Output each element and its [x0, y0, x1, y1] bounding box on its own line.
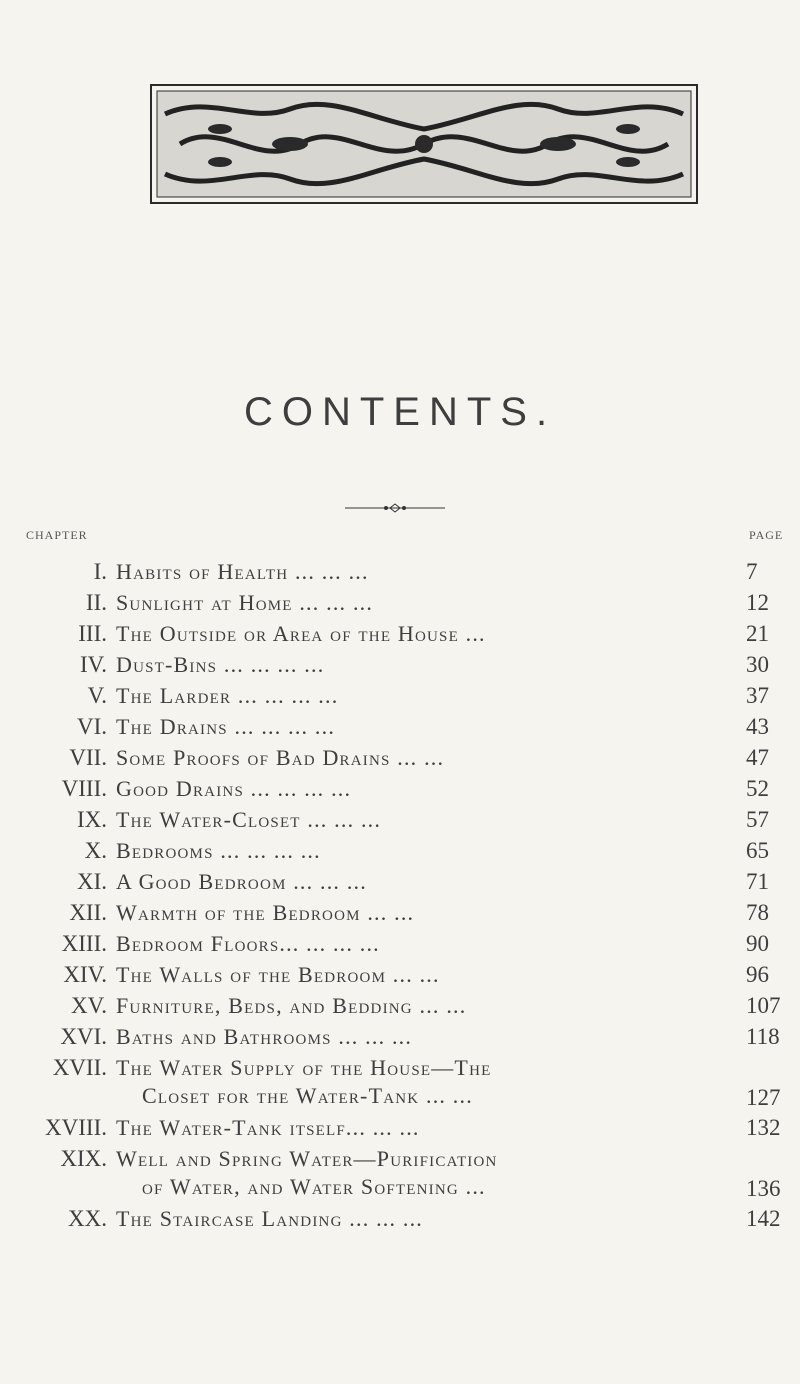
chapter-column-header: CHAPTER [26, 528, 88, 542]
chapter-title: Bedroom Floors... ... ... ... [116, 931, 380, 956]
toc-row [0, 961, 800, 992]
toc-row [0, 558, 800, 589]
chapter-number: X. [84, 838, 107, 863]
chapter-title-line-1: Well and Spring Water—Purification [116, 1146, 498, 1171]
chapter-number: XVI. [60, 1024, 107, 1049]
chapter-title: The Staircase Landing ... ... ... [116, 1206, 424, 1231]
toc-row [0, 713, 800, 744]
toc-row [0, 992, 800, 1023]
page-number: 12 [746, 590, 769, 615]
chapter-title: The Water-Closet ... ... ... [116, 807, 382, 832]
toc-row [0, 775, 800, 806]
chapter-number: XI. [76, 869, 107, 894]
chapter-number: XV. [70, 993, 107, 1018]
page-number: 96 [746, 962, 769, 987]
chapter-number: VII. [69, 745, 107, 770]
chapter-title: Good Drains ... ... ... ... [116, 776, 352, 801]
toc-row [0, 589, 800, 620]
chapter-number: VIII. [61, 776, 107, 801]
toc-row [0, 651, 800, 682]
chapter-number: I. [93, 559, 107, 584]
page-number: 142 [746, 1206, 781, 1231]
chapter-title [116, 1054, 491, 1110]
page-number: 65 [746, 838, 769, 863]
chapter-title: The Outside or Area of the House ... [116, 621, 486, 646]
chapter-title: The Water-Tank itself... ... ... [116, 1115, 420, 1140]
page-number: 37 [746, 683, 769, 708]
toc-row [0, 744, 800, 775]
chapter-number: IX. [76, 807, 107, 832]
chapter-title: A Good Bedroom ... ... ... [116, 869, 367, 894]
page-number: 90 [746, 931, 769, 956]
page-number: 127 [746, 1085, 781, 1110]
chapter-number: XIII. [61, 931, 107, 956]
chapter-number: XVII. [52, 1055, 107, 1080]
toc-row [0, 620, 800, 651]
page-number: 52 [746, 776, 769, 801]
chapter-number: XII. [69, 900, 107, 925]
chapter-title [116, 1145, 498, 1201]
chapter-number: IV. [79, 652, 107, 677]
chapter-number: XIV. [63, 962, 107, 987]
chapter-title: Warmth of the Bedroom ... ... [116, 900, 415, 925]
chapter-title: The Larder ... ... ... ... [116, 683, 339, 708]
toc-row [0, 806, 800, 837]
toc-row [0, 868, 800, 899]
page-number: 107 [746, 993, 781, 1018]
toc-row [0, 682, 800, 713]
chapter-number: V. [87, 683, 107, 708]
chapter-number: XVIII. [45, 1115, 107, 1140]
page-number: 7 [746, 559, 758, 584]
page-number: 118 [746, 1024, 780, 1049]
chapter-title: Furniture, Beds, and Bedding ... ... [116, 993, 467, 1018]
chapter-title: Bedrooms ... ... ... ... [116, 838, 321, 863]
page-column-header: PAGE [749, 528, 784, 542]
chapter-title: Sunlight at Home ... ... ... [116, 590, 374, 615]
page-number: 71 [746, 869, 769, 894]
chapter-number: XX. [68, 1206, 107, 1231]
toc-row [0, 837, 800, 868]
chapter-title: The Walls of the Bedroom ... ... [116, 962, 440, 987]
toc-row [0, 899, 800, 930]
chapter-title: Dust-Bins ... ... ... ... [116, 652, 325, 677]
chapter-title-line-2: of Water, and Water Softening ... [142, 1174, 486, 1199]
chapter-title: Some Proofs of Bad Drains ... ... [116, 745, 445, 770]
chapter-number: XIX. [60, 1146, 107, 1171]
chapter-title-line-2: Closet for the Water-Tank ... ... [142, 1083, 473, 1108]
page-number: 43 [746, 714, 769, 739]
toc-row [0, 1023, 800, 1054]
decorative-header-ornament [150, 84, 698, 204]
page-number: 21 [746, 621, 769, 646]
toc-row [0, 1054, 800, 1114]
page-number: 30 [746, 652, 769, 677]
table-of-contents [0, 558, 800, 1236]
toc-row [0, 1145, 800, 1205]
toc-row [0, 1205, 800, 1236]
page-number: 47 [746, 745, 769, 770]
page-number: 132 [746, 1115, 781, 1140]
page-number: 136 [746, 1176, 781, 1201]
chapter-title: Baths and Bathrooms ... ... ... [116, 1024, 413, 1049]
toc-row [0, 1114, 800, 1145]
toc-row [0, 930, 800, 961]
chapter-title-line-1: The Water Supply of the House—The [116, 1055, 492, 1080]
chapter-number: VI. [76, 714, 107, 739]
page-number: 78 [746, 900, 769, 925]
decorative-rule [345, 503, 445, 513]
chapter-title: Habits of Health ... ... ... [116, 559, 369, 584]
page-number: 57 [746, 807, 769, 832]
page-title: CONTENTS. [243, 390, 557, 434]
chapter-number: II. [85, 590, 107, 615]
chapter-number: III. [78, 621, 107, 646]
chapter-title: The Drains ... ... ... ... [116, 714, 336, 739]
